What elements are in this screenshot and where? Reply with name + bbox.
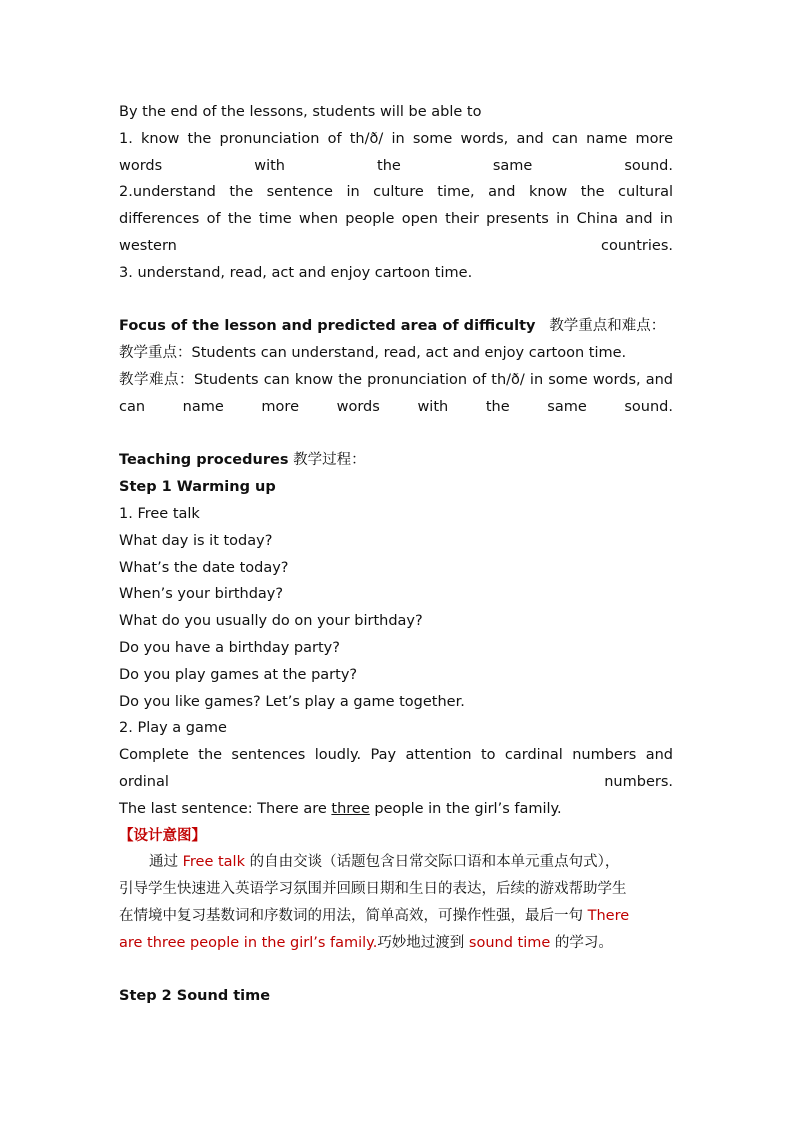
last-sentence: [119, 796, 673, 823]
design-intent-line-1: [119, 849, 673, 876]
game-instruction: Complete the sentences loudly. Pay attention to cardinal numbers and ordinal numbers.: [119, 747, 673, 790]
design-intent-text: 在情境中复习基数词和序数词的用法，简单高效，可操作性强，最后一句: [119, 907, 588, 924]
spacer: [119, 957, 673, 984]
design-intent-line-2: 引导学生快速进入英语学习氛围并回顾日期和生日的表达，后续的游戏帮助学生: [119, 881, 627, 898]
design-intent-title: 【设计意图】: [119, 827, 206, 844]
question-line: What do you usually do on your birthday?: [119, 613, 423, 630]
focus-key-text: Students can understand, read, act and enjoy cartoon time.: [191, 345, 627, 362]
design-intent-text: 的学习。: [550, 934, 613, 951]
step2-title: Step 2 Sound time: [119, 988, 271, 1005]
design-intent-highlight: Free talk: [182, 854, 245, 871]
spacer: [119, 421, 673, 448]
focus-key-label: 教学重点：: [119, 345, 192, 362]
focus-heading: [119, 313, 673, 340]
design-intent-highlight: There: [587, 907, 630, 924]
game-label: 2. Play a game: [119, 720, 227, 737]
objective-item-2: 2.understand the sentence in culture time, and know the cultural differences of the time when people open their presents in China and in western countries.: [119, 184, 673, 254]
last-sentence-prefix: The last sentence: There are: [119, 800, 332, 817]
objective-item-3: 3. understand, read, act and enjoy cartoon time.: [119, 264, 473, 281]
design-intent-line-3: [119, 903, 673, 930]
focus-difficulty-label: 教学难点：: [119, 371, 194, 388]
question-line: Do you like games? Let’s play a game together.: [119, 693, 465, 710]
question-line: When’s your birthday?: [119, 586, 284, 603]
question-line: Do you have a birthday party?: [119, 639, 340, 656]
focus-difficulty: [119, 367, 673, 421]
focus-difficulty-text: Students can know the pronunciation of th/ð/ in some words, and can name more words with the same sound.: [119, 371, 673, 415]
design-intent-text: 通过: [149, 854, 183, 871]
design-intent-text: 巧妙地过渡到: [377, 934, 469, 951]
procedures-heading-cn: 教学过程：: [293, 452, 366, 469]
objective-item-1: 1. know the pronunciation of th/ð/ in some words, and can name more words with the same sound.: [119, 130, 673, 174]
focus-heading-en: Focus of the lesson and predicted area of difficulty: [119, 318, 536, 335]
focus-key-point: [119, 340, 673, 367]
spacer: [119, 287, 673, 314]
procedures-heading-en: Teaching procedures: [119, 452, 289, 469]
free-talk-label: 1. Free talk: [119, 505, 200, 522]
last-sentence-underlined: three: [331, 800, 370, 817]
design-intent-line-4: [119, 930, 673, 957]
question-line: Do you play games at the party?: [119, 666, 358, 683]
last-sentence-suffix: people in the girl’s family.: [369, 800, 562, 817]
step1-title: Step 1 Warming up: [119, 479, 276, 496]
document-page: [119, 99, 673, 1010]
design-intent-highlight: are three people in the girl’s family.: [119, 934, 378, 951]
objectives-intro: By the end of the lessons, students will be able to: [119, 104, 482, 120]
focus-heading-cn: 教学重点和难点：: [549, 318, 666, 335]
question-line: What’s the date today?: [119, 559, 289, 576]
design-intent-text: 的自由交谈（话题包含日常交际口语和本单元重点句式），: [245, 854, 620, 871]
design-intent-highlight: sound time: [468, 934, 551, 951]
procedures-heading: [119, 447, 673, 474]
question-line: What day is it today?: [119, 532, 273, 549]
